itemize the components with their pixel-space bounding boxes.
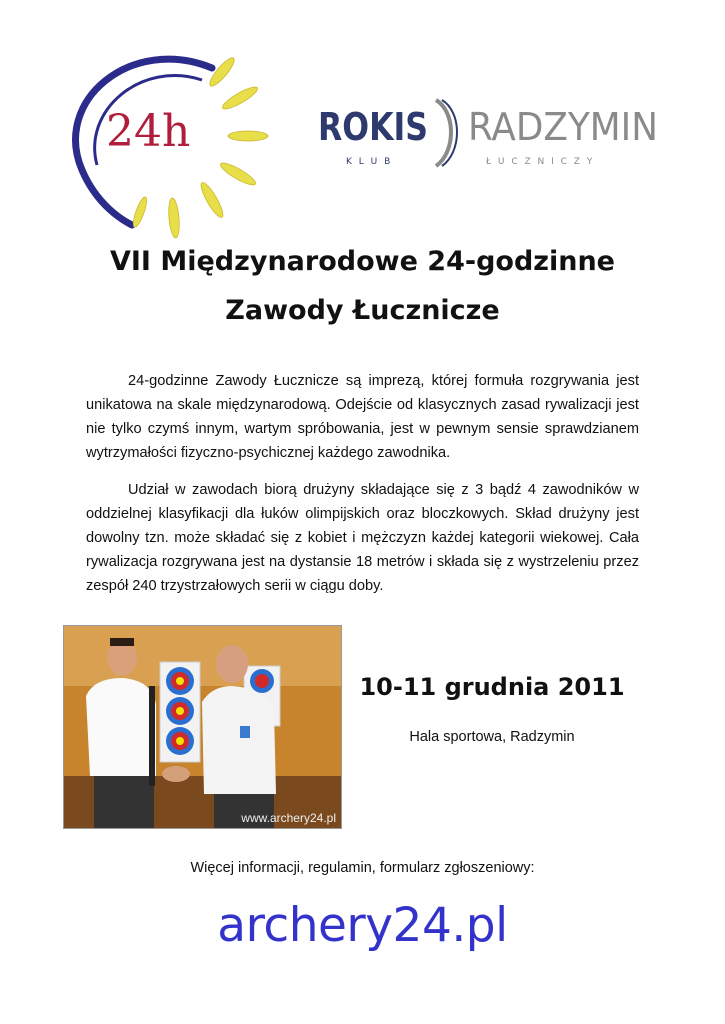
paragraph-2: Udział w zawodach biorą drużyny składające się z 3 bądź 4 zawodników w oddzielnej klasyfikacji dla łuków olimpijskich oraz bloczkowych. Skład drużyny jest dowolny tzn. może składać się z kobiet i mężczyzn każdej kategorii wiekowej. Cała rywalizacja rozgrywana jest na dystansie 18 metrów i składa się z wystrzeleniu przez zespół 240 trzystrzałowych serii w ciągu doby. xyxy=(86,482,639,594)
club-logo-right: RADZYMIN xyxy=(468,105,658,149)
event-venue: Hala sportowa, Radzymin xyxy=(409,729,575,745)
club-logo xyxy=(318,92,663,172)
club-subtitle-left: K L U B xyxy=(346,157,393,167)
event-logo-text: 24h xyxy=(106,106,191,157)
club-logo-left: ROKIS xyxy=(318,105,428,149)
photo-watermark: www.archery24.pl xyxy=(241,811,336,825)
paragraph-1: 24-godzinne Zawody Łucznicze są imprezą, której formuła rozgrywania jest unikatowa na skale międzynarodową. Odejście od klasycznych zasad rywalizacji jest nie tylko czymś innym, wartym spróbowania, jest w pewnym sensie sprawdzianem wytrzymałości fizyczno-psychicznej każdego zawodnika. xyxy=(86,373,639,461)
more-info-text: Więcej informacji, regulamin, formularz zgłoszeniowy: xyxy=(190,860,535,876)
event-logo xyxy=(62,40,282,250)
title-line-1: VII Międzynarodowe 24-godzinne xyxy=(109,246,615,277)
archers-photo xyxy=(63,625,342,829)
event-date: 10-11 grudnia 2011 xyxy=(359,673,625,701)
website-link[interactable]: archery24.pl xyxy=(217,898,508,953)
club-subtitle-right: Ł U C Z N I C Z Y xyxy=(486,157,595,167)
title-line-2: Zawody Łucznicze xyxy=(225,295,500,326)
